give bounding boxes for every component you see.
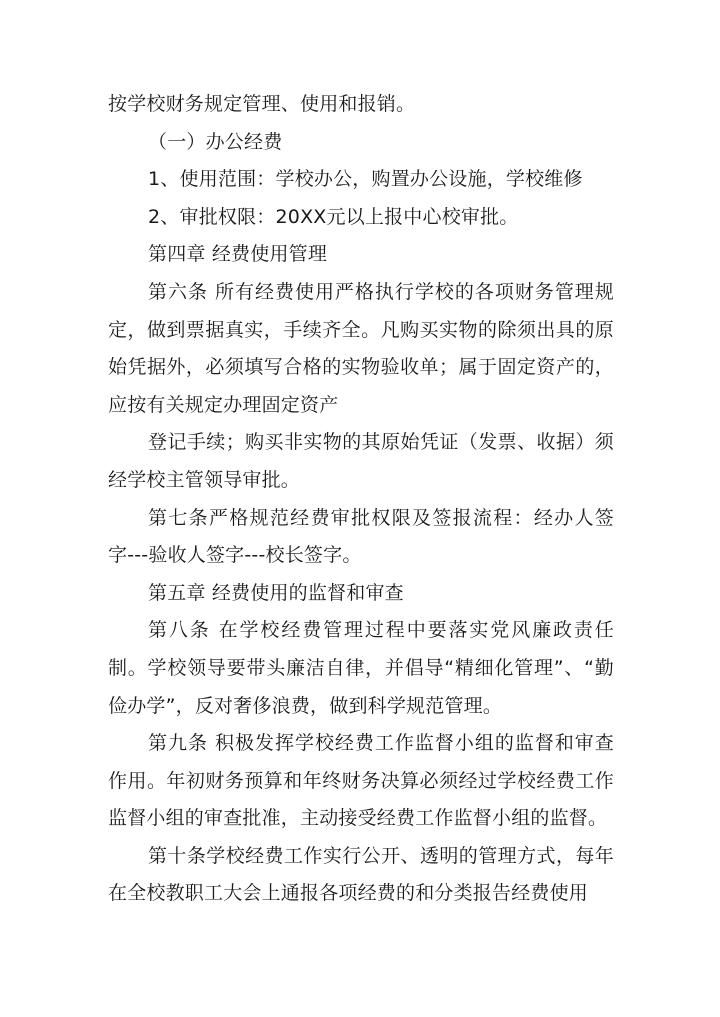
chapter-4-heading: 第四章 经费使用管理: [148, 243, 328, 266]
article-9-paragraph: 第九条 积极发挥学校经费工作监督小组的监督和审查作用。年初财务预算和年终财务决算必须经过学校经费工作监督小组的审查批准，主动接受经费工作监督小组的监督。: [108, 732, 614, 830]
chapter-5-heading: 第五章 经费使用的监督和审查: [148, 581, 404, 604]
item-usage-scope: 1、使用范围：学校办公，购置办公设施，学校维修: [148, 168, 583, 191]
paragraph-intro: 按学校财务规定管理、使用和报销。: [108, 93, 416, 115]
article-8-paragraph: 第八条 在学校经费管理过程中要落实党风廉政责任制。学校领导要带头廉洁自律，并倡导“精细化管理”、“勤俭办学”，反对奢侈浪费，做到科学规范管理。: [108, 619, 614, 717]
document-body: [108, 86, 614, 913]
item-approval-authority: 2、审批权限：20XX元以上报中心校审批。: [148, 205, 519, 228]
section-office-expenses-heading: （一）办公经费: [148, 130, 283, 153]
article-6-paragraph: 第六条 所有经费使用严格执行学校的各项财务管理规定，做到票据真实，手续齐全。凡购买实物的除须出具的原始凭据外，必须填写合格的实物验收单；属于固定资产的，应按有关规定办理固定资产: [108, 280, 614, 416]
article-10-paragraph: 第十条学校经费工作实行公开、透明的管理方式，每年在全校教职工大会上通报各项经费的和分类报告经费使用: [108, 844, 614, 905]
article-7-paragraph: 第七条严格规范经费审批权限及签报流程：经办人签字---验收人签字---校长签字。: [108, 506, 614, 567]
article-6-continuation: 登记手续；购买非实物的其原始凭证（发票、收据）须经学校主管领导审批。: [108, 431, 614, 491]
